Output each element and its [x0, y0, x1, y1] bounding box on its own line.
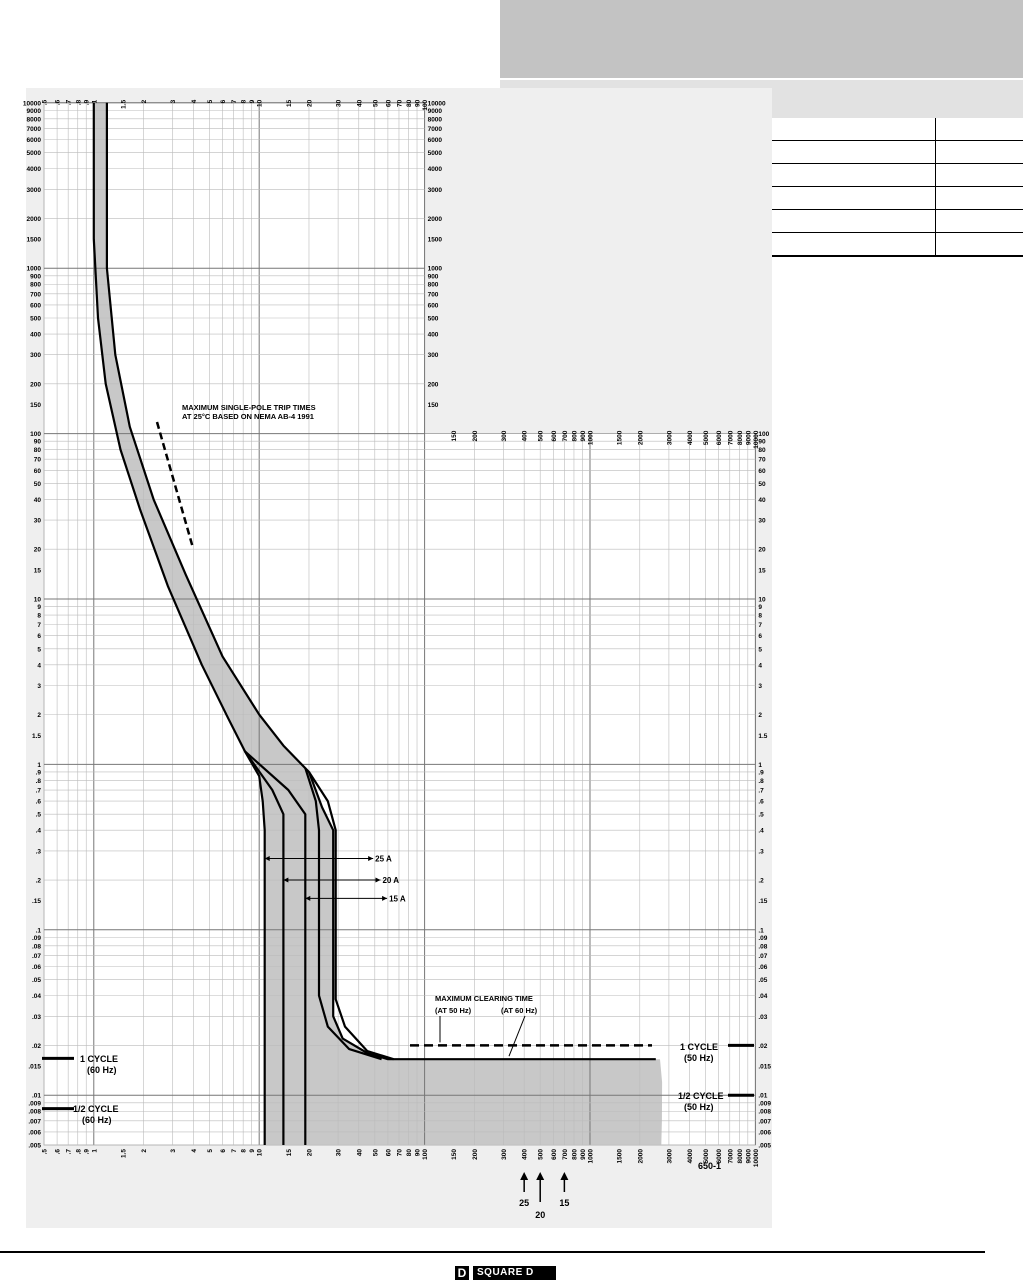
cycle-label: 1/2 CYCLE — [73, 1104, 119, 1114]
y-tick-label-left: .5 — [35, 811, 41, 819]
y-tick-label-left: 40 — [33, 496, 41, 504]
y-tick-label-left: .005 — [28, 1142, 41, 1150]
y-tick-label-left: 200 — [30, 381, 41, 389]
y-tick-label-left: 2000 — [26, 215, 41, 223]
x-tick-label-top: 1.5 — [120, 99, 128, 109]
x-tick-label-mid: 1500 — [616, 430, 624, 446]
y-tick-label-left: 6000 — [26, 137, 41, 145]
y-tick-label-left: .4 — [35, 827, 41, 835]
y-tick-label-right: .05 — [758, 977, 768, 985]
y-tick-label-left: 800 — [30, 281, 41, 289]
y-tick-label-left: .9 — [35, 769, 41, 777]
y-tick-label-right: .005 — [758, 1142, 772, 1150]
arrow-label: 15 — [559, 1198, 570, 1208]
y-tick-label-right: 2 — [758, 712, 763, 720]
y-tick-label-right: .7 — [758, 787, 764, 795]
y-tick-label-right: 10 — [758, 596, 766, 604]
y-tick-label-left: .02 — [31, 1042, 41, 1050]
x-tick-label-bottom: 20 — [306, 1149, 314, 1157]
x-tick-label-bottom: 1 — [91, 1149, 99, 1153]
y-tick-label-right: .007 — [758, 1118, 772, 1126]
y-tick-label-right: .1 — [758, 927, 764, 935]
y-tick-label-right: .009 — [758, 1100, 772, 1108]
y-tick-label-right: 900 — [427, 273, 439, 281]
x-tick-label-top: 60 — [385, 99, 393, 108]
x-tick-label-top: 10 — [256, 99, 264, 108]
y-tick-label-right: 4 — [758, 662, 763, 670]
x-tick-label-bottom: 1500 — [616, 1149, 624, 1164]
cycle-label: 1 CYCLE — [680, 1042, 719, 1052]
x-tick-label-bottom: 200 — [471, 1149, 479, 1160]
y-tick-label-right: 70 — [758, 456, 766, 464]
y-tick-label-left: .2 — [35, 877, 41, 885]
y-tick-label-left: 4000 — [26, 166, 41, 174]
x-tick-label-bottom: 500 — [537, 1149, 545, 1160]
y-tick-label-right: .2 — [758, 877, 764, 885]
y-tick-label-right: 1500 — [427, 236, 443, 244]
x-tick-label-bottom: 8000 — [736, 1149, 744, 1164]
x-tick-label-mid: 300 — [501, 430, 509, 442]
x-tick-label-mid: 500 — [537, 430, 545, 442]
y-tick-label-right: .01 — [758, 1092, 768, 1100]
y-tick-label-left: .008 — [28, 1108, 41, 1116]
x-tick-label-mid: 3000 — [666, 430, 674, 446]
y-tick-label-left: 6 — [37, 633, 41, 641]
y-tick-label-left: 300 — [30, 352, 41, 360]
x-tick-label-bottom: 60 — [385, 1149, 393, 1157]
y-tick-label-right: 6000 — [427, 137, 443, 145]
annotation-single-pole: AT 25°C BASED ON NEMA AB-4 1991 — [182, 412, 314, 421]
x-tick-label-bottom: 800 — [571, 1149, 579, 1160]
y-tick-label-right: 90 — [758, 438, 766, 446]
y-tick-label-right: 150 — [427, 401, 439, 409]
x-tick-label-bottom: 30 — [335, 1149, 343, 1157]
y-tick-label-left: .15 — [31, 898, 41, 906]
y-tick-label-right: 20 — [758, 546, 766, 554]
x-tick-label-bottom: 8 — [240, 1149, 248, 1153]
x-tick-label-bottom: 70 — [396, 1149, 404, 1157]
y-tick-label-right: 200 — [427, 381, 439, 389]
square-d-logo — [455, 1265, 556, 1281]
y-tick-label-left: 7000 — [26, 125, 41, 133]
y-tick-label-left: 8 — [37, 612, 41, 620]
y-tick-label-right: 3000 — [427, 186, 443, 194]
x-tick-label-mid: 700 — [561, 430, 569, 442]
x-tick-label-bottom: 3000 — [666, 1149, 674, 1164]
curve-label: 25 A — [375, 854, 392, 864]
x-tick-label-bottom: 4 — [190, 1149, 198, 1153]
y-tick-label-left: 10 — [33, 596, 41, 604]
y-tick-label-left: 15 — [33, 567, 41, 575]
y-tick-label-left: 60 — [33, 467, 41, 475]
x-tick-label-top: 2 — [141, 99, 149, 104]
y-tick-label-left: 50 — [33, 480, 41, 488]
y-tick-label-right: .03 — [758, 1013, 768, 1021]
cycle-label: (50 Hz) — [684, 1102, 714, 1112]
y-tick-label-right: 7 — [758, 622, 763, 630]
y-tick-label-right: .08 — [758, 943, 768, 951]
y-tick-label-right: 800 — [427, 281, 439, 289]
y-tick-label-right: 1 — [758, 761, 763, 769]
annotation-clearing-time: MAXIMUM CLEARING TIME — [435, 994, 533, 1003]
y-tick-label-left: .07 — [31, 952, 41, 960]
y-tick-label-left: 3000 — [26, 186, 41, 194]
x-tick-label-bottom: 300 — [501, 1149, 509, 1160]
x-tick-label-bottom: 15 — [285, 1149, 293, 1157]
footer-rule — [0, 1251, 985, 1253]
x-tick-label-mid: 7000 — [727, 430, 735, 446]
y-tick-label-left: .09 — [31, 934, 41, 942]
x-tick-label-top: 6 — [219, 99, 227, 104]
y-tick-label-right: 8000 — [427, 116, 443, 124]
y-tick-label-left: 1.5 — [31, 732, 41, 740]
figure-id: 650-1 — [698, 1161, 722, 1171]
y-tick-label-right: 50 — [758, 480, 766, 488]
x-tick-label-top: 100 — [422, 99, 430, 111]
y-tick-label-right: 2000 — [427, 215, 443, 223]
y-tick-label-left: 9000 — [26, 107, 41, 115]
y-tick-label-left: 1 — [37, 761, 41, 769]
x-tick-label-mid: 2000 — [637, 430, 645, 446]
x-tick-label-top: 50 — [372, 99, 380, 108]
y-tick-label-left: 4 — [37, 662, 41, 670]
y-tick-label-right: 300 — [427, 352, 439, 360]
x-tick-label-top: 15 — [285, 99, 293, 108]
y-tick-label-right: 8 — [758, 612, 763, 620]
x-tick-label-bottom: 10000 — [752, 1149, 760, 1168]
cycle-label: (50 Hz) — [684, 1053, 714, 1063]
y-tick-label-left: 100 — [30, 431, 41, 439]
x-tick-label-top: .9 — [83, 99, 91, 106]
x-tick-label-bottom: 9 — [249, 1149, 257, 1153]
y-tick-label-left: 1500 — [26, 236, 41, 244]
x-tick-label-mid: 8000 — [736, 430, 744, 446]
annotation-clearing-60hz: (AT 60 Hz) — [501, 1006, 538, 1015]
x-tick-label-bottom: 100 — [422, 1149, 430, 1160]
x-tick-label-top: 3 — [170, 99, 178, 104]
y-tick-label-left: .04 — [31, 993, 41, 1001]
y-tick-label-right: 9 — [758, 604, 763, 612]
x-tick-label-bottom: .7 — [65, 1149, 73, 1155]
cycle-label: 1 CYCLE — [80, 1054, 119, 1064]
x-tick-label-mid: 5000 — [703, 430, 711, 446]
x-tick-label-bottom: 400 — [521, 1149, 529, 1160]
x-tick-label-bottom: .8 — [75, 1149, 83, 1155]
x-tick-label-top: 90 — [414, 99, 422, 108]
arrow-label: 25 — [519, 1198, 530, 1208]
x-tick-label-mid: 150 — [451, 430, 459, 442]
x-tick-label-bottom: 7 — [231, 1149, 239, 1153]
y-tick-label-right: 700 — [427, 291, 439, 299]
y-tick-label-left: .3 — [35, 848, 41, 856]
y-tick-label-right: 7000 — [427, 125, 443, 133]
x-tick-label-bottom: 2 — [141, 1149, 149, 1153]
x-tick-label-mid: 900 — [579, 430, 587, 442]
x-tick-label-bottom: .5 — [41, 1149, 49, 1155]
y-tick-label-left: 7 — [37, 622, 41, 630]
y-tick-label-right: 3 — [758, 682, 763, 690]
x-tick-label-top: 70 — [396, 99, 404, 108]
x-tick-label-top: 4 — [190, 99, 198, 104]
y-tick-label-left: 9 — [37, 604, 41, 612]
x-tick-label-top: .5 — [41, 99, 49, 106]
y-tick-label-left: 30 — [33, 517, 41, 525]
y-tick-label-right: 5 — [758, 646, 763, 654]
y-tick-label-right: 40 — [758, 496, 766, 504]
y-tick-label-left: 70 — [33, 456, 41, 464]
x-tick-label-bottom: 3 — [170, 1149, 178, 1153]
cycle-label: 1/2 CYCLE — [678, 1091, 724, 1101]
x-tick-label-bottom: 4000 — [687, 1149, 695, 1164]
y-tick-label-right: .15 — [758, 898, 768, 906]
x-tick-label-bottom: 9000 — [745, 1149, 753, 1164]
y-tick-label-left: 900 — [30, 273, 41, 281]
y-tick-label-right: .6 — [758, 798, 764, 806]
x-tick-label-bottom: 1000 — [587, 1149, 595, 1164]
x-tick-label-top: 40 — [356, 99, 364, 108]
y-tick-label-left: 80 — [33, 447, 41, 455]
x-tick-label-bottom: 50 — [372, 1149, 380, 1157]
y-tick-label-right: 60 — [758, 467, 766, 475]
y-tick-label-right: .008 — [758, 1108, 772, 1116]
y-tick-label-left: 3 — [37, 682, 41, 690]
x-tick-label-bottom: 900 — [579, 1149, 587, 1160]
y-tick-label-right: .4 — [758, 827, 764, 835]
cycle-label: (60 Hz) — [87, 1065, 117, 1075]
y-tick-label-left: 5000 — [26, 150, 41, 158]
x-tick-label-bottom: 90 — [414, 1149, 422, 1157]
x-tick-label-bottom: 1.5 — [120, 1149, 128, 1159]
x-tick-label-mid: 200 — [471, 430, 479, 442]
x-tick-label-bottom: 600 — [550, 1149, 558, 1160]
y-tick-label-right: .02 — [758, 1042, 768, 1050]
y-tick-label-left: .007 — [28, 1118, 41, 1126]
y-tick-label-left: .1 — [35, 927, 41, 935]
y-tick-label-left: .6 — [35, 798, 41, 806]
x-tick-label-bottom: 40 — [356, 1149, 364, 1157]
x-tick-label-top: 9 — [249, 99, 257, 104]
x-tick-label-bottom: 10 — [256, 1149, 264, 1157]
x-tick-label-top: .8 — [75, 99, 83, 106]
y-tick-label-right: .06 — [758, 964, 768, 972]
x-tick-label-bottom: .6 — [54, 1149, 62, 1155]
y-tick-label-left: 400 — [30, 331, 41, 339]
x-tick-label-top: 80 — [406, 99, 414, 108]
y-tick-label-right: .8 — [758, 777, 764, 785]
x-tick-label-top: 20 — [306, 99, 314, 108]
logo-text: SQUARE D — [473, 1266, 556, 1280]
y-tick-label-right: 30 — [758, 517, 766, 525]
y-tick-label-left: 1000 — [26, 265, 41, 273]
x-tick-label-bottom: 5000 — [703, 1149, 711, 1164]
y-tick-label-right: .04 — [758, 993, 768, 1001]
y-tick-label-left: 700 — [30, 291, 41, 299]
y-tick-label-left: .08 — [31, 943, 41, 951]
y-tick-label-right: 9000 — [427, 107, 443, 115]
y-tick-label-left: 10000 — [22, 100, 41, 108]
x-tick-label-bottom: 2000 — [637, 1149, 645, 1164]
y-tick-label-right: 100 — [758, 431, 770, 439]
y-tick-label-right: 10000 — [427, 100, 446, 108]
curve-label: 20 A — [382, 876, 400, 886]
x-tick-label-top: 1 — [91, 99, 99, 104]
y-tick-label-left: 150 — [30, 401, 41, 409]
y-tick-label-left: .7 — [35, 787, 41, 795]
y-tick-label-left: .8 — [35, 777, 41, 785]
y-tick-label-right: .006 — [758, 1129, 772, 1137]
y-tick-label-right: 6 — [758, 633, 763, 641]
cycle-label: (60 Hz) — [82, 1115, 112, 1125]
x-tick-label-mid: 400 — [521, 430, 529, 442]
x-tick-label-top: .7 — [65, 99, 73, 106]
x-tick-label-mid: 6000 — [716, 430, 724, 446]
y-tick-label-left: .009 — [28, 1100, 41, 1108]
x-tick-label-bottom: 150 — [451, 1149, 459, 1160]
x-tick-label-bottom: 7000 — [727, 1149, 735, 1164]
x-tick-label-mid: 4000 — [687, 430, 695, 446]
x-tick-label-bottom: 80 — [406, 1149, 414, 1157]
x-tick-label-bottom: 6000 — [716, 1149, 724, 1164]
y-tick-label-right: .5 — [758, 811, 764, 819]
y-tick-label-left: 500 — [30, 315, 41, 323]
x-tick-label-mid: 800 — [571, 430, 579, 442]
y-tick-label-right: 500 — [427, 315, 439, 323]
y-tick-label-right: .09 — [758, 934, 768, 942]
y-tick-label-left: .05 — [31, 977, 41, 985]
x-tick-label-mid: 600 — [550, 430, 558, 442]
y-tick-label-right: 15 — [758, 567, 766, 575]
y-tick-label-right: .015 — [758, 1063, 772, 1071]
x-tick-label-top: 5 — [206, 99, 214, 104]
x-tick-label-mid: 10000 — [752, 430, 760, 449]
y-tick-label-right: 4000 — [427, 166, 443, 174]
y-tick-label-right: .3 — [758, 848, 764, 856]
x-tick-label-bottom: 6 — [219, 1149, 227, 1153]
y-tick-label-left: 2 — [37, 712, 41, 720]
x-tick-label-top: 30 — [335, 99, 343, 108]
y-tick-label-right: .9 — [758, 769, 764, 777]
y-tick-label-left: .01 — [31, 1092, 41, 1100]
y-tick-label-left: .03 — [31, 1013, 41, 1021]
x-tick-label-top: .6 — [54, 99, 62, 106]
y-tick-label-right: 1000 — [427, 265, 443, 273]
logo-letter: D — [455, 1266, 469, 1280]
y-tick-label-left: .006 — [28, 1129, 41, 1137]
y-tick-label-left: 90 — [33, 438, 41, 446]
y-tick-label-right: .07 — [758, 952, 768, 960]
y-tick-label-left: .06 — [31, 964, 41, 972]
y-tick-label-left: .015 — [28, 1063, 41, 1071]
x-tick-label-mid: 1000 — [587, 430, 595, 446]
y-tick-label-right: 1.5 — [758, 732, 768, 740]
x-tick-label-top: 7 — [231, 99, 239, 104]
y-tick-label-left: 20 — [33, 546, 41, 554]
x-tick-label-top: 8 — [240, 99, 248, 104]
arrow-label: 20 — [535, 1210, 546, 1220]
x-tick-label-bottom: 700 — [561, 1149, 569, 1160]
y-tick-label-left: 600 — [30, 302, 41, 310]
y-tick-label-left: 8000 — [26, 116, 41, 124]
y-tick-label-left: 5 — [37, 646, 41, 654]
annotation-clearing-50hz: (AT 50 Hz) — [435, 1006, 472, 1015]
curve-label: 15 A — [389, 894, 406, 904]
x-tick-label-bottom: .9 — [83, 1149, 91, 1155]
y-tick-label-right: 80 — [758, 447, 766, 455]
y-tick-label-right: 5000 — [427, 150, 443, 158]
y-tick-label-right: 600 — [427, 302, 439, 310]
x-tick-label-bottom: 5 — [206, 1149, 214, 1153]
annotation-single-pole: MAXIMUM SINGLE-POLE TRIP TIMES — [182, 403, 316, 412]
y-tick-label-right: 400 — [427, 331, 439, 339]
x-tick-label-mid: 9000 — [745, 430, 753, 446]
